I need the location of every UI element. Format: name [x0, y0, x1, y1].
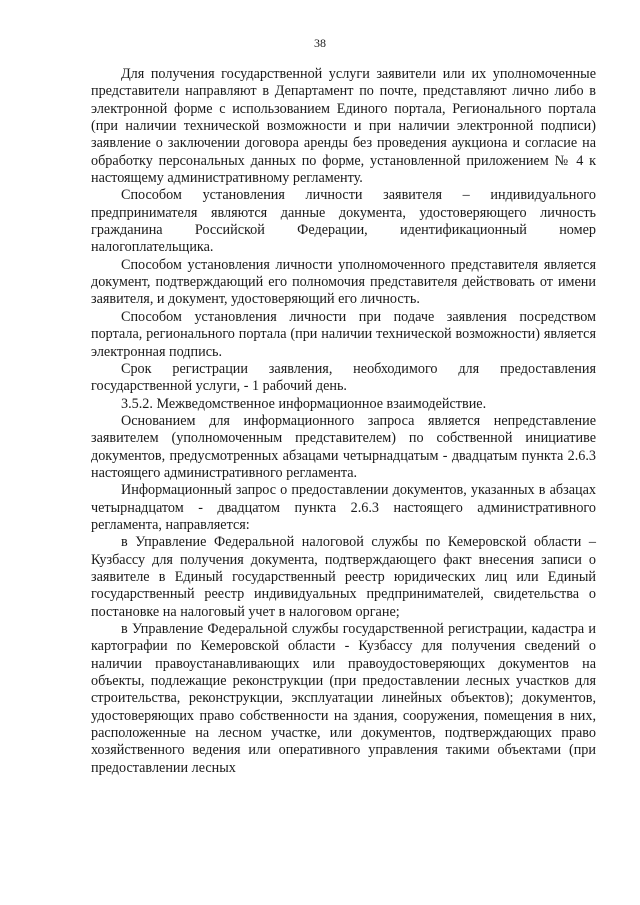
paragraph-identity-representative: Способом установления личности уполномоченного представителя является документ, подтверждающий его полномочия представителя действовать от имени заявителя, и документ, удостоверяющий его личность. — [91, 256, 596, 308]
paragraph-request-basis: Основанием для информационного запроса является непредставление заявителем (уполномоченным представителем) по собственной инициативе документов, предусмотренных абзацами четырнадцатым - двадцатым пункта 2.6.3 настоящего административного регламента. — [91, 412, 596, 481]
paragraph-registration-service: в Управление Федеральной службы государственной регистрации, кадастра и картографии по Кемеровской области - Кузбассу для получения сведений о наличии правоустанавливающих или правоудостоверяющих документов на объекты, подлежащие реконструкции (при предоставлении лесных участков для строительства, реконструкции, эксплуатации линейных объектов); документов, удостоверяющих право собственности на здания, сооружения, помещения в них, расположенные на лесном участке, или документов, подтверждающих право хозяйственного ведения или оперативного управления такими объектами (при предоставлении лесных — [91, 621, 596, 776]
paragraph-registration-term: Срок регистрации заявления, необходимого для предоставления государственной услуги, - 1 рабочий день. — [91, 360, 596, 395]
page-number: 38 — [314, 36, 326, 50]
paragraph-application-submission: Для получения государственной услуги заявители или их уполномоченные представители направляют в Департамент по почте, представляют лично либо в электронной форме с использованием Единого портала, Регионального портала (при наличии технической возможности и при наличии электронной подписи) заявление о заключении договора аренды без проведения аукциона и согласие на обработку персональных данных по форме, установленной приложением № 4 к настоящему административному регламенту. — [91, 66, 596, 187]
body-text — [91, 66, 596, 777]
paragraph-request-directed: Информационный запрос о предоставлении документов, указанных в абзацах четырнадцатом - двадцатом пункта 2.6.3 настоящего административного регламента, направляется: — [91, 482, 596, 533]
paragraph-section-heading: 3.5.2. Межведомственное информационное взаимодействие. — [121, 395, 487, 412]
paragraph-identity-entrepreneur: Способом установления личности заявителя – индивидуального предпринимателя являются данные документа, удостоверяющего личность гражданина Российской Федерации, идентификационный номер налогоплательщика. — [91, 187, 596, 256]
paragraph-tax-service: в Управление Федеральной налоговой службы по Кемеровской области – Кузбассу для получения документа, подтверждающего факт внесения записи о заявителе в Единый государственный реестр юридических лиц или Единый государственный реестр индивидуальных предпринимателей, свидетельства о постановке на налоговый учет в налоговом органе; — [91, 534, 596, 620]
paragraph-identity-portal: Способом установления личности при подаче заявления посредством портала, регионального портала (при наличии технической возможности) является электронная подпись. — [91, 308, 596, 360]
